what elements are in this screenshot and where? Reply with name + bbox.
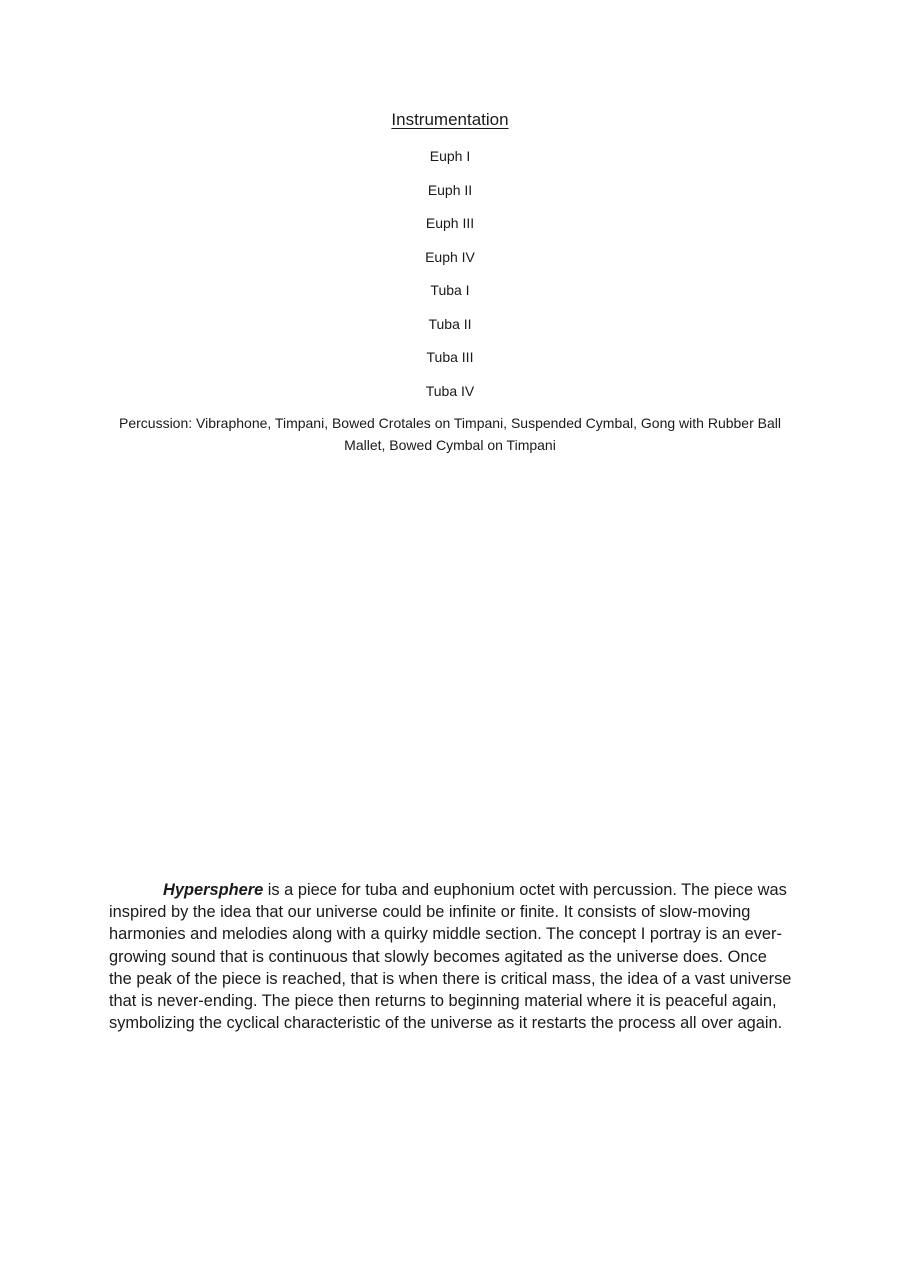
instrument-item: Euph IV (425, 248, 475, 265)
instrument-item: Tuba II (428, 315, 472, 332)
piece-title: Hypersphere (163, 881, 264, 899)
instrumentation-heading: Instrumentation (391, 110, 509, 129)
program-note (109, 879, 793, 1034)
instrument-item: Euph II (427, 181, 473, 198)
instrument-list (0, 145, 900, 413)
instrument-item: Tuba IV (425, 382, 475, 399)
instrument-item: Euph I (429, 148, 471, 164)
instrument-item: Tuba III (426, 349, 474, 365)
instrument-item: Euph III (425, 215, 475, 231)
instrument-item: Tuba I (430, 282, 470, 298)
program-note-body: is a piece for tuba and euphonium octet with percussion. The piece was inspired by the idea that our universe could be infinite or finite. It consists of slow-moving harmonies and melodies along with a quirky middle section. The concept I portray is an ever-growing sound that is continuous that slowly becomes agitated as the universe does. Once the peak of the piece is reached, that is when there is critical mass, the idea of a vast universe that is never-ending. The piece then returns to beginning material where it is peaceful again, symbolizing the cyclical characteristic of the universe as it restarts the process all over again. (109, 881, 792, 1033)
percussion-list: Percussion: Vibraphone, Timpani, Bowed Crotales on Timpani, Suspended Cymbal, Gong with Rubber Ball Mallet, Bowed Cymbal on Timpani (119, 415, 781, 453)
